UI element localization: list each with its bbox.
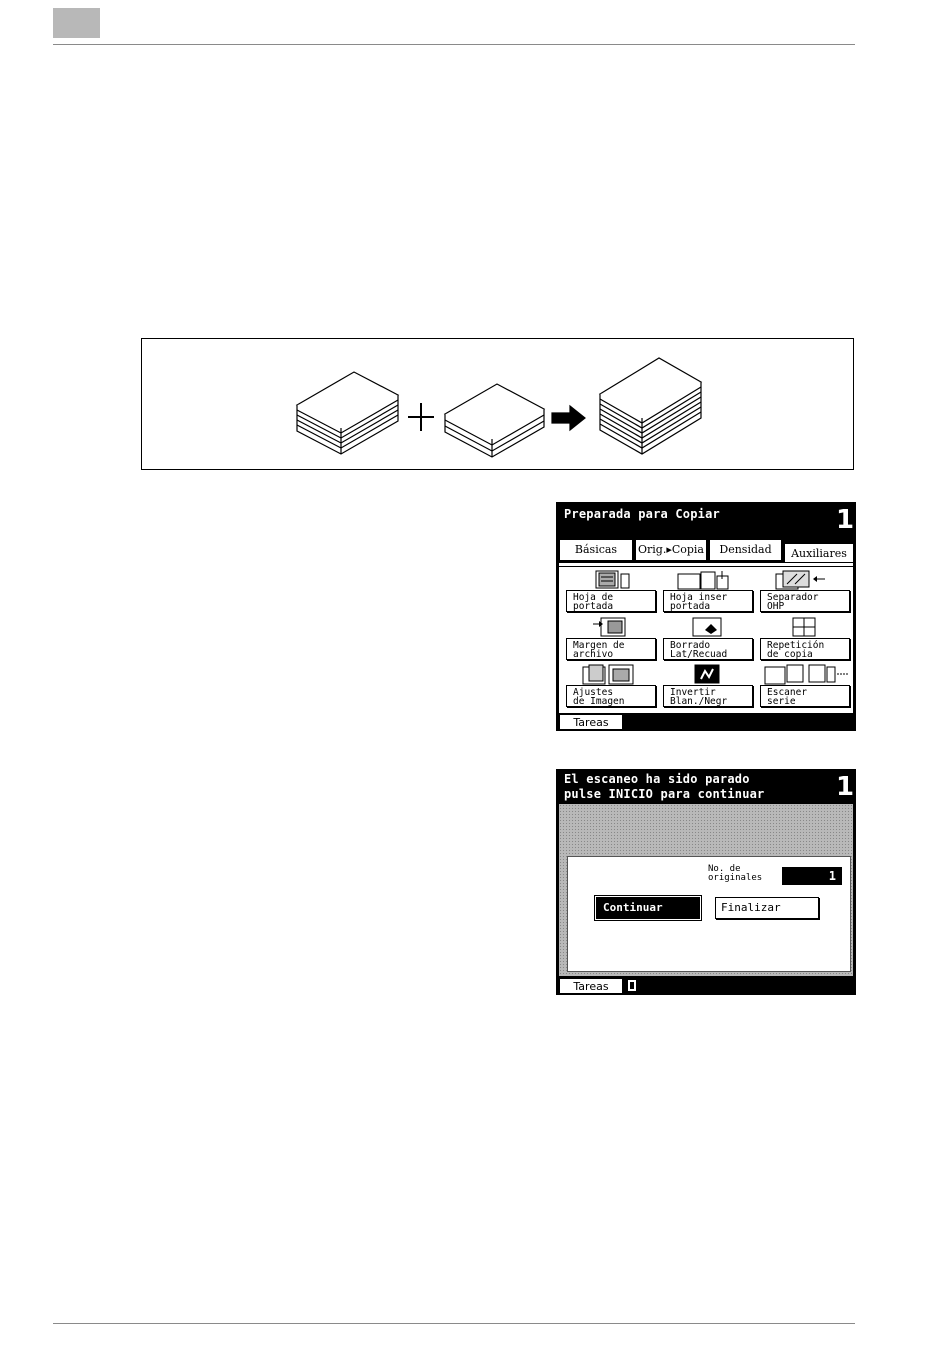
copy-count: 1 bbox=[836, 772, 855, 802]
stack-2-icon bbox=[445, 384, 544, 457]
batch-scan-icon bbox=[763, 663, 853, 685]
function-label-line2: Lat/Recuad bbox=[670, 649, 728, 660]
originals-label-line1: No. de bbox=[708, 864, 741, 874]
file-margin-button[interactable] bbox=[566, 638, 656, 660]
function-label-line2: portada bbox=[670, 601, 711, 612]
function-label-line1: Escaner bbox=[767, 687, 808, 698]
copier-touch-panel-auxiliares bbox=[556, 502, 856, 731]
function-label-line2: de copia bbox=[767, 649, 813, 660]
insert-sheet-icon bbox=[677, 570, 731, 590]
image-repeat-icon bbox=[791, 616, 819, 638]
function-label-line1: Hoja de bbox=[573, 592, 614, 603]
image-adjust-button[interactable] bbox=[566, 685, 656, 707]
tab-orig-copia[interactable]: Orig.▸Copia bbox=[635, 539, 707, 561]
batch-scan-button[interactable] bbox=[760, 685, 850, 707]
originals-label-line2: originales bbox=[708, 873, 763, 883]
tab-basicas[interactable]: Básicas bbox=[559, 539, 633, 561]
function-label-line1: Borrado bbox=[670, 640, 711, 651]
frame-erase-button[interactable] bbox=[663, 638, 753, 660]
originals-count-label bbox=[708, 865, 762, 883]
function-label-line1: Separador bbox=[767, 592, 819, 603]
illustration-frame bbox=[141, 338, 854, 470]
panel-bottom-bar bbox=[557, 713, 855, 731]
function-label-line1: Hoja inser bbox=[670, 592, 728, 603]
panel-status-message: Preparada para Copiar bbox=[564, 507, 720, 521]
function-grid bbox=[559, 562, 853, 714]
function-label-line2: Blan./Negr bbox=[670, 696, 728, 707]
function-label-line1: Repetición bbox=[767, 640, 825, 651]
cover-sheet-button[interactable] bbox=[566, 590, 656, 612]
copy-count: 1 bbox=[836, 505, 855, 535]
function-label-line2: portada bbox=[573, 601, 614, 612]
function-label-line2: archivo bbox=[573, 649, 614, 660]
originals-count-value: 1 bbox=[782, 867, 842, 885]
function-label-line2: serie bbox=[767, 696, 796, 707]
stack-3-icon bbox=[600, 358, 701, 454]
neg-pos-reverse-button[interactable] bbox=[663, 685, 753, 707]
tab-auxiliares[interactable]: Auxiliares bbox=[784, 543, 854, 565]
document-status-icon bbox=[627, 979, 637, 992]
ohp-interleave-button[interactable] bbox=[760, 590, 850, 612]
function-label-line1: Invertir bbox=[670, 687, 716, 698]
ohp-interleave-icon bbox=[775, 570, 831, 590]
neg-pos-reverse-icon bbox=[693, 663, 721, 685]
cover-sheet-icon bbox=[595, 570, 631, 590]
scan-stopped-dialog bbox=[567, 856, 851, 972]
function-label-line1: Margen de bbox=[573, 640, 625, 651]
footer-rule bbox=[53, 1323, 855, 1324]
function-label-line2: de Imagen bbox=[573, 696, 625, 707]
jobs-button[interactable]: Tareas bbox=[559, 978, 623, 994]
plus-icon bbox=[408, 403, 434, 431]
tab-densidad[interactable]: Densidad bbox=[709, 539, 782, 561]
stack-1-icon bbox=[297, 372, 398, 454]
frame-erase-icon bbox=[691, 616, 727, 638]
image-adjust-icon bbox=[581, 663, 637, 685]
combine-originals-diagram bbox=[142, 339, 855, 471]
panel-bottom-bar bbox=[557, 977, 855, 995]
jobs-button[interactable]: Tareas bbox=[559, 714, 623, 730]
finish-button[interactable]: Finalizar bbox=[715, 897, 819, 919]
copier-touch-panel-scan-stopped bbox=[556, 769, 856, 995]
function-label-line1: Ajustes bbox=[573, 687, 614, 698]
insert-sheet-button[interactable] bbox=[663, 590, 753, 612]
function-label-line2: OHP bbox=[767, 601, 785, 612]
header-rule bbox=[53, 44, 855, 45]
arrow-right-icon bbox=[552, 406, 585, 430]
image-repeat-button[interactable] bbox=[760, 638, 850, 660]
panel-status-message-line1: El escaneo ha sido parado bbox=[564, 772, 750, 786]
chapter-number-box bbox=[53, 8, 100, 38]
file-margin-icon bbox=[591, 616, 631, 638]
continue-button[interactable]: Continuar bbox=[596, 897, 700, 919]
panel-status-message-line2: pulse INICIO para continuar bbox=[564, 787, 765, 801]
